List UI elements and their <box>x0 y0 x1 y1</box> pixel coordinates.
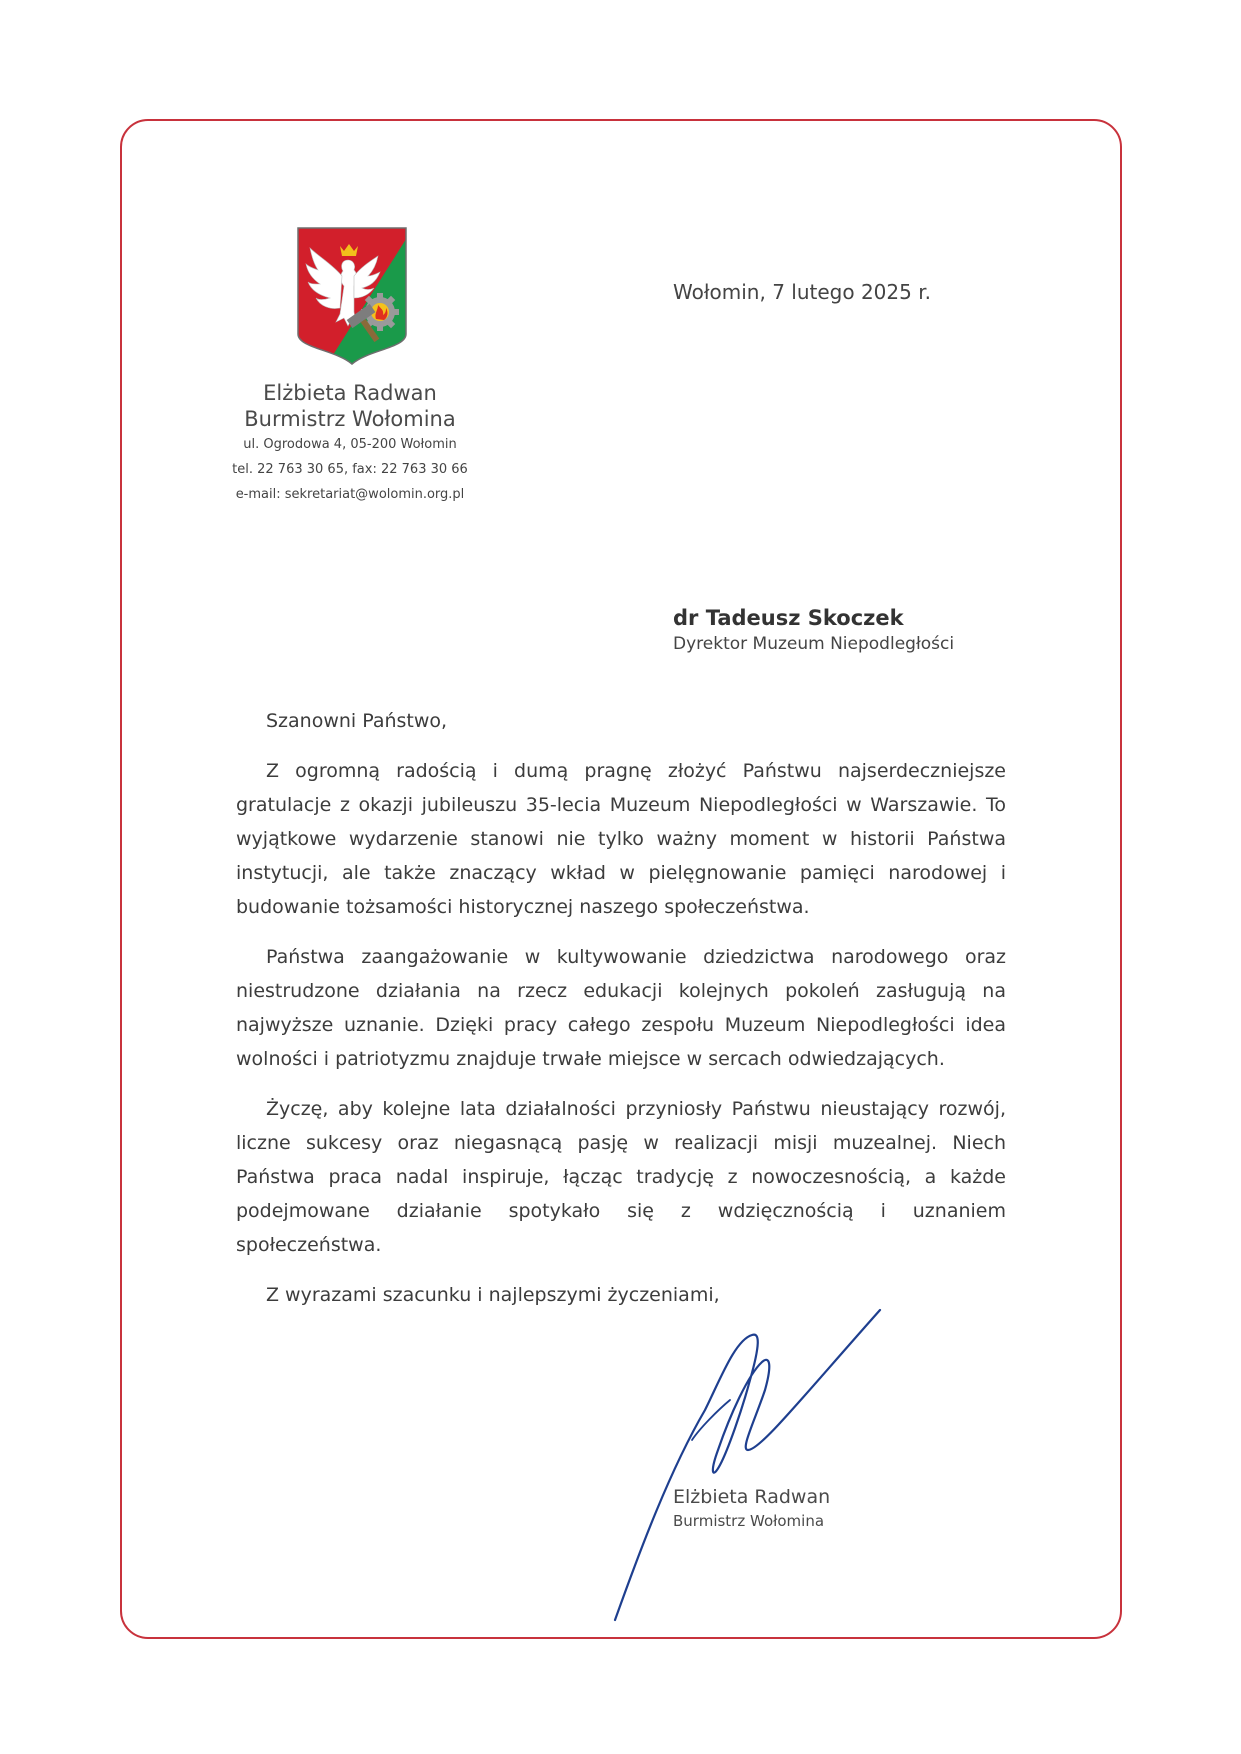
sender-role: Burmistrz Wołomina <box>244 407 456 431</box>
recipient-name: dr Tadeusz Skoczek <box>673 606 904 630</box>
letter-closing: Z wyrazami szacunku i najlepszymi życzeniami, <box>266 1284 720 1306</box>
letter-date: Wołomin, 7 lutego 2025 r. <box>673 280 931 304</box>
letter-body <box>236 704 1006 1312</box>
letter-paragraph: Z ogromną radością i dumą pragnę złożyć Państwu najserdeczniejsze gratulacje z okazji jubileuszu 35-lecia Muzeum Niepodległości w Warszawie. To wyjątkowe wydarzenie stanowi nie tylko ważny moment w historii Państwa instytucji, ale także znaczący wkład w pielęgnowanie pamięci narodowej i budowanie tożsamości historycznej naszego społeczeństwa. <box>236 760 1006 918</box>
letter-paragraph: Państwa zaangażowanie w kultywowanie dziedzictwa narodowego oraz niestrudzone działania na rzecz edukacji kolejnych pokoleń zasługują na najwyższe uznanie. Dzięki pracy całego zespołu Muzeum Niepodległości idea wolności i patriotyzmu znajduje trwałe miejsce w sercach odwiedzających. <box>236 946 1006 1070</box>
sender-block <box>200 380 500 507</box>
recipient-title: Dyrektor Muzeum Niepodległości <box>673 634 955 654</box>
sender-name: Elżbieta Radwan <box>263 381 437 405</box>
handwritten-signature <box>600 1300 890 1630</box>
letter-paragraph: Życzę, aby kolejne lata działalności przyniosły Państwu nieustający rozwój, liczne sukcesy oraz niegasnącą pasję w realizacji misji muzealnej. Niech Państwa praca nadal inspiruje, łącząc tradycję z nowoczesnością, a każde podejmowane działanie spotykało się z wdzięcznością i uznaniem społeczeństwa. <box>236 1098 1006 1256</box>
sender-email: e-mail: sekretariat@wolomin.org.pl <box>235 487 465 502</box>
sender-address: ul. Ogrodowa 4, 05-200 Wołomin <box>243 437 457 452</box>
sender-phone: tel. 22 763 30 65, fax: 22 763 30 66 <box>232 462 468 477</box>
recipient-block <box>673 604 954 657</box>
signer-name: Elżbieta Radwan <box>673 1486 831 1508</box>
letter-greeting: Szanowni Państwo, <box>266 710 448 732</box>
signer-block <box>673 1484 830 1532</box>
wolomin-coat-of-arms-icon <box>296 226 408 366</box>
signer-role: Burmistrz Wołomina <box>673 1512 825 1530</box>
